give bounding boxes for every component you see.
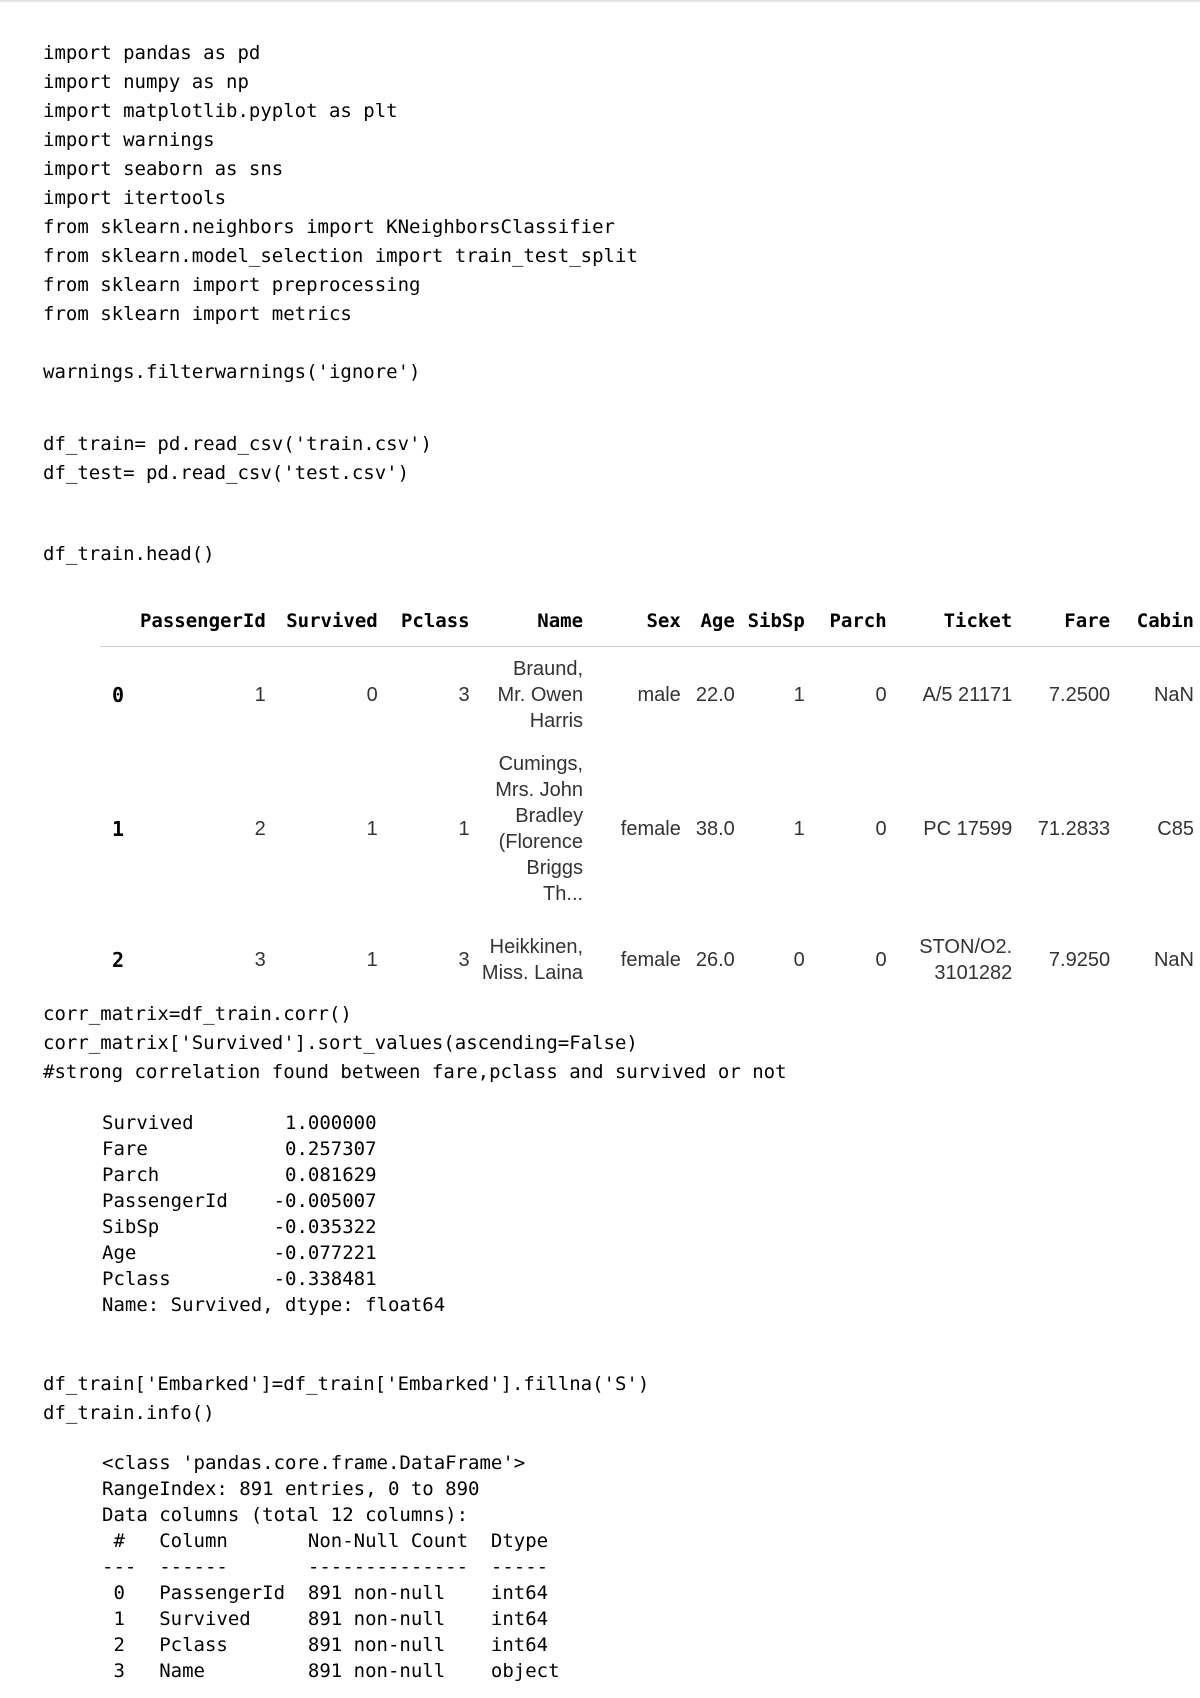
code-cell-read-csv[interactable] <box>43 430 432 488</box>
column-header-age: Age <box>687 596 741 647</box>
table-cell-cabin: NaN <box>1153 683 1194 706</box>
table-cell-sibsp: 1 <box>793 683 805 706</box>
table-row <box>100 647 1200 743</box>
table-cell-pclass: 3 <box>458 948 470 971</box>
column-header-survived: Survived <box>272 596 384 647</box>
table-cell-cabin: C85 <box>1157 817 1194 840</box>
table-cell-ticket: STON/O2. 3101282 <box>919 935 1013 984</box>
code-line: # Column Non-Null Count Dtype <box>102 1530 549 1552</box>
code-line: corr_matrix=df_train.corr() <box>43 1003 352 1025</box>
table-cell-pclass: 1 <box>458 817 470 840</box>
code-line: import seaborn as sns <box>43 158 284 180</box>
row-index: 0 <box>112 682 125 707</box>
code-line: from sklearn import metrics <box>43 303 352 325</box>
code-line: <class 'pandas.core.frame.DataFrame'> <box>102 1452 526 1474</box>
output-info <box>102 1450 560 1684</box>
table-cell-name: Heikkinen, Miss. Laina <box>481 935 584 984</box>
table-row <box>100 915 1200 1005</box>
code-line: Pclass -0.338481 <box>102 1268 377 1290</box>
code-line: import pandas as pd <box>43 42 261 64</box>
table-cell-age: 38.0 <box>695 817 735 840</box>
index-header <box>100 596 134 647</box>
table-cell-survived: 0 <box>366 683 378 706</box>
table-cell-sibsp: 0 <box>793 948 805 971</box>
code-line: from sklearn.model_selection import train_test_split <box>43 245 638 267</box>
code-cell-info[interactable] <box>43 1370 649 1428</box>
code-line: df_train= pd.read_csv('train.csv') <box>43 433 432 455</box>
column-header-cabin: Cabin <box>1116 596 1200 647</box>
table-cell-fare: 7.2500 <box>1048 683 1111 706</box>
code-line: 3 Name 891 non-null object <box>102 1660 560 1682</box>
table-cell-sex: female <box>620 817 681 840</box>
code-line: Data columns (total 12 columns): <box>102 1504 469 1526</box>
code-line: Age -0.077221 <box>102 1242 377 1264</box>
code-line: warnings.filterwarnings('ignore') <box>43 361 421 383</box>
table-header-row <box>100 596 1200 647</box>
code-line: --- ------ -------------- ----- <box>102 1556 549 1578</box>
code-line: 0 PassengerId 891 non-null int64 <box>102 1582 549 1604</box>
row-index: 2 <box>112 947 125 972</box>
table-cell-survived: 1 <box>366 817 378 840</box>
code-line: 1 Survived 891 non-null int64 <box>102 1608 549 1630</box>
table-cell-name: Cumings, Mrs. John Bradley (Florence Briggs Th... <box>495 752 584 905</box>
code-line: df_test= pd.read_csv('test.csv') <box>43 462 410 484</box>
column-header-passengerid: PassengerId <box>134 596 272 647</box>
code-cell-corr[interactable] <box>43 1000 787 1087</box>
table-cell-passengerid: 1 <box>254 683 266 706</box>
code-line: SibSp -0.035322 <box>102 1216 377 1238</box>
table-cell-parch: 0 <box>875 817 887 840</box>
code-line: import warnings <box>43 129 215 151</box>
code-line: import matplotlib.pyplot as plt <box>43 100 398 122</box>
column-header-parch: Parch <box>811 596 893 647</box>
code-line: import itertools <box>43 187 227 209</box>
column-header-ticket: Ticket <box>893 596 1019 647</box>
code-line: Parch 0.081629 <box>102 1164 377 1186</box>
table-cell-passengerid: 2 <box>254 817 266 840</box>
column-header-pclass: Pclass <box>384 596 476 647</box>
table-cell-name: Braund, Mr. Owen Harris <box>497 657 584 732</box>
code-line: #strong correlation found between fare,pclass and survived or not <box>43 1061 787 1083</box>
code-line: Fare 0.257307 <box>102 1138 377 1160</box>
column-header-sex: Sex <box>589 596 687 647</box>
table-cell-cabin: NaN <box>1153 948 1194 971</box>
table-cell-survived: 1 <box>366 948 378 971</box>
table-cell-age: 26.0 <box>695 948 735 971</box>
table-cell-sibsp: 1 <box>793 817 805 840</box>
code-cell-imports[interactable] <box>43 39 638 387</box>
table-row <box>100 743 1200 915</box>
table-cell-age: 22.0 <box>695 683 735 706</box>
column-header-fare: Fare <box>1018 596 1116 647</box>
table-cell-parch: 0 <box>875 683 887 706</box>
code-line: import numpy as np <box>43 71 249 93</box>
table-cell-fare: 7.9250 <box>1048 948 1111 971</box>
column-header-name: Name <box>476 596 589 647</box>
code-cell-head[interactable] <box>43 540 215 569</box>
column-header-sibsp: SibSp <box>741 596 811 647</box>
table-cell-fare: 71.2833 <box>1037 817 1111 840</box>
code-line: Survived 1.000000 <box>102 1112 377 1134</box>
table-cell-sex: female <box>620 948 681 971</box>
table-cell-ticket: PC 17599 <box>923 817 1013 840</box>
code-line: PassengerId -0.005007 <box>102 1190 377 1212</box>
table-cell-passengerid: 3 <box>254 948 266 971</box>
code-line: 2 Pclass 891 non-null int64 <box>102 1634 549 1656</box>
row-index: 1 <box>112 816 125 841</box>
table-cell-sex: male <box>637 683 681 706</box>
table-cell-ticket: A/5 21171 <box>922 683 1013 706</box>
code-line: RangeIndex: 891 entries, 0 to 890 <box>102 1478 480 1500</box>
output-corr <box>102 1110 445 1318</box>
code-line: df_train.head() <box>43 543 215 565</box>
code-line: Name: Survived, dtype: float64 <box>102 1294 446 1316</box>
table-cell-pclass: 3 <box>458 683 470 706</box>
code-line: from sklearn import preprocessing <box>43 274 421 296</box>
code-line: from sklearn.neighbors import KNeighborsClassifier <box>43 216 615 238</box>
top-divider <box>0 0 1200 3</box>
code-line: corr_matrix['Survived'].sort_values(ascending=False) <box>43 1032 638 1054</box>
code-line: df_train['Embarked']=df_train['Embarked'].fillna('S') <box>43 1373 650 1395</box>
dataframe-table <box>100 596 1200 1005</box>
code-line: df_train.info() <box>43 1402 215 1424</box>
table-cell-parch: 0 <box>875 948 887 971</box>
dataframe-output <box>100 596 1200 984</box>
